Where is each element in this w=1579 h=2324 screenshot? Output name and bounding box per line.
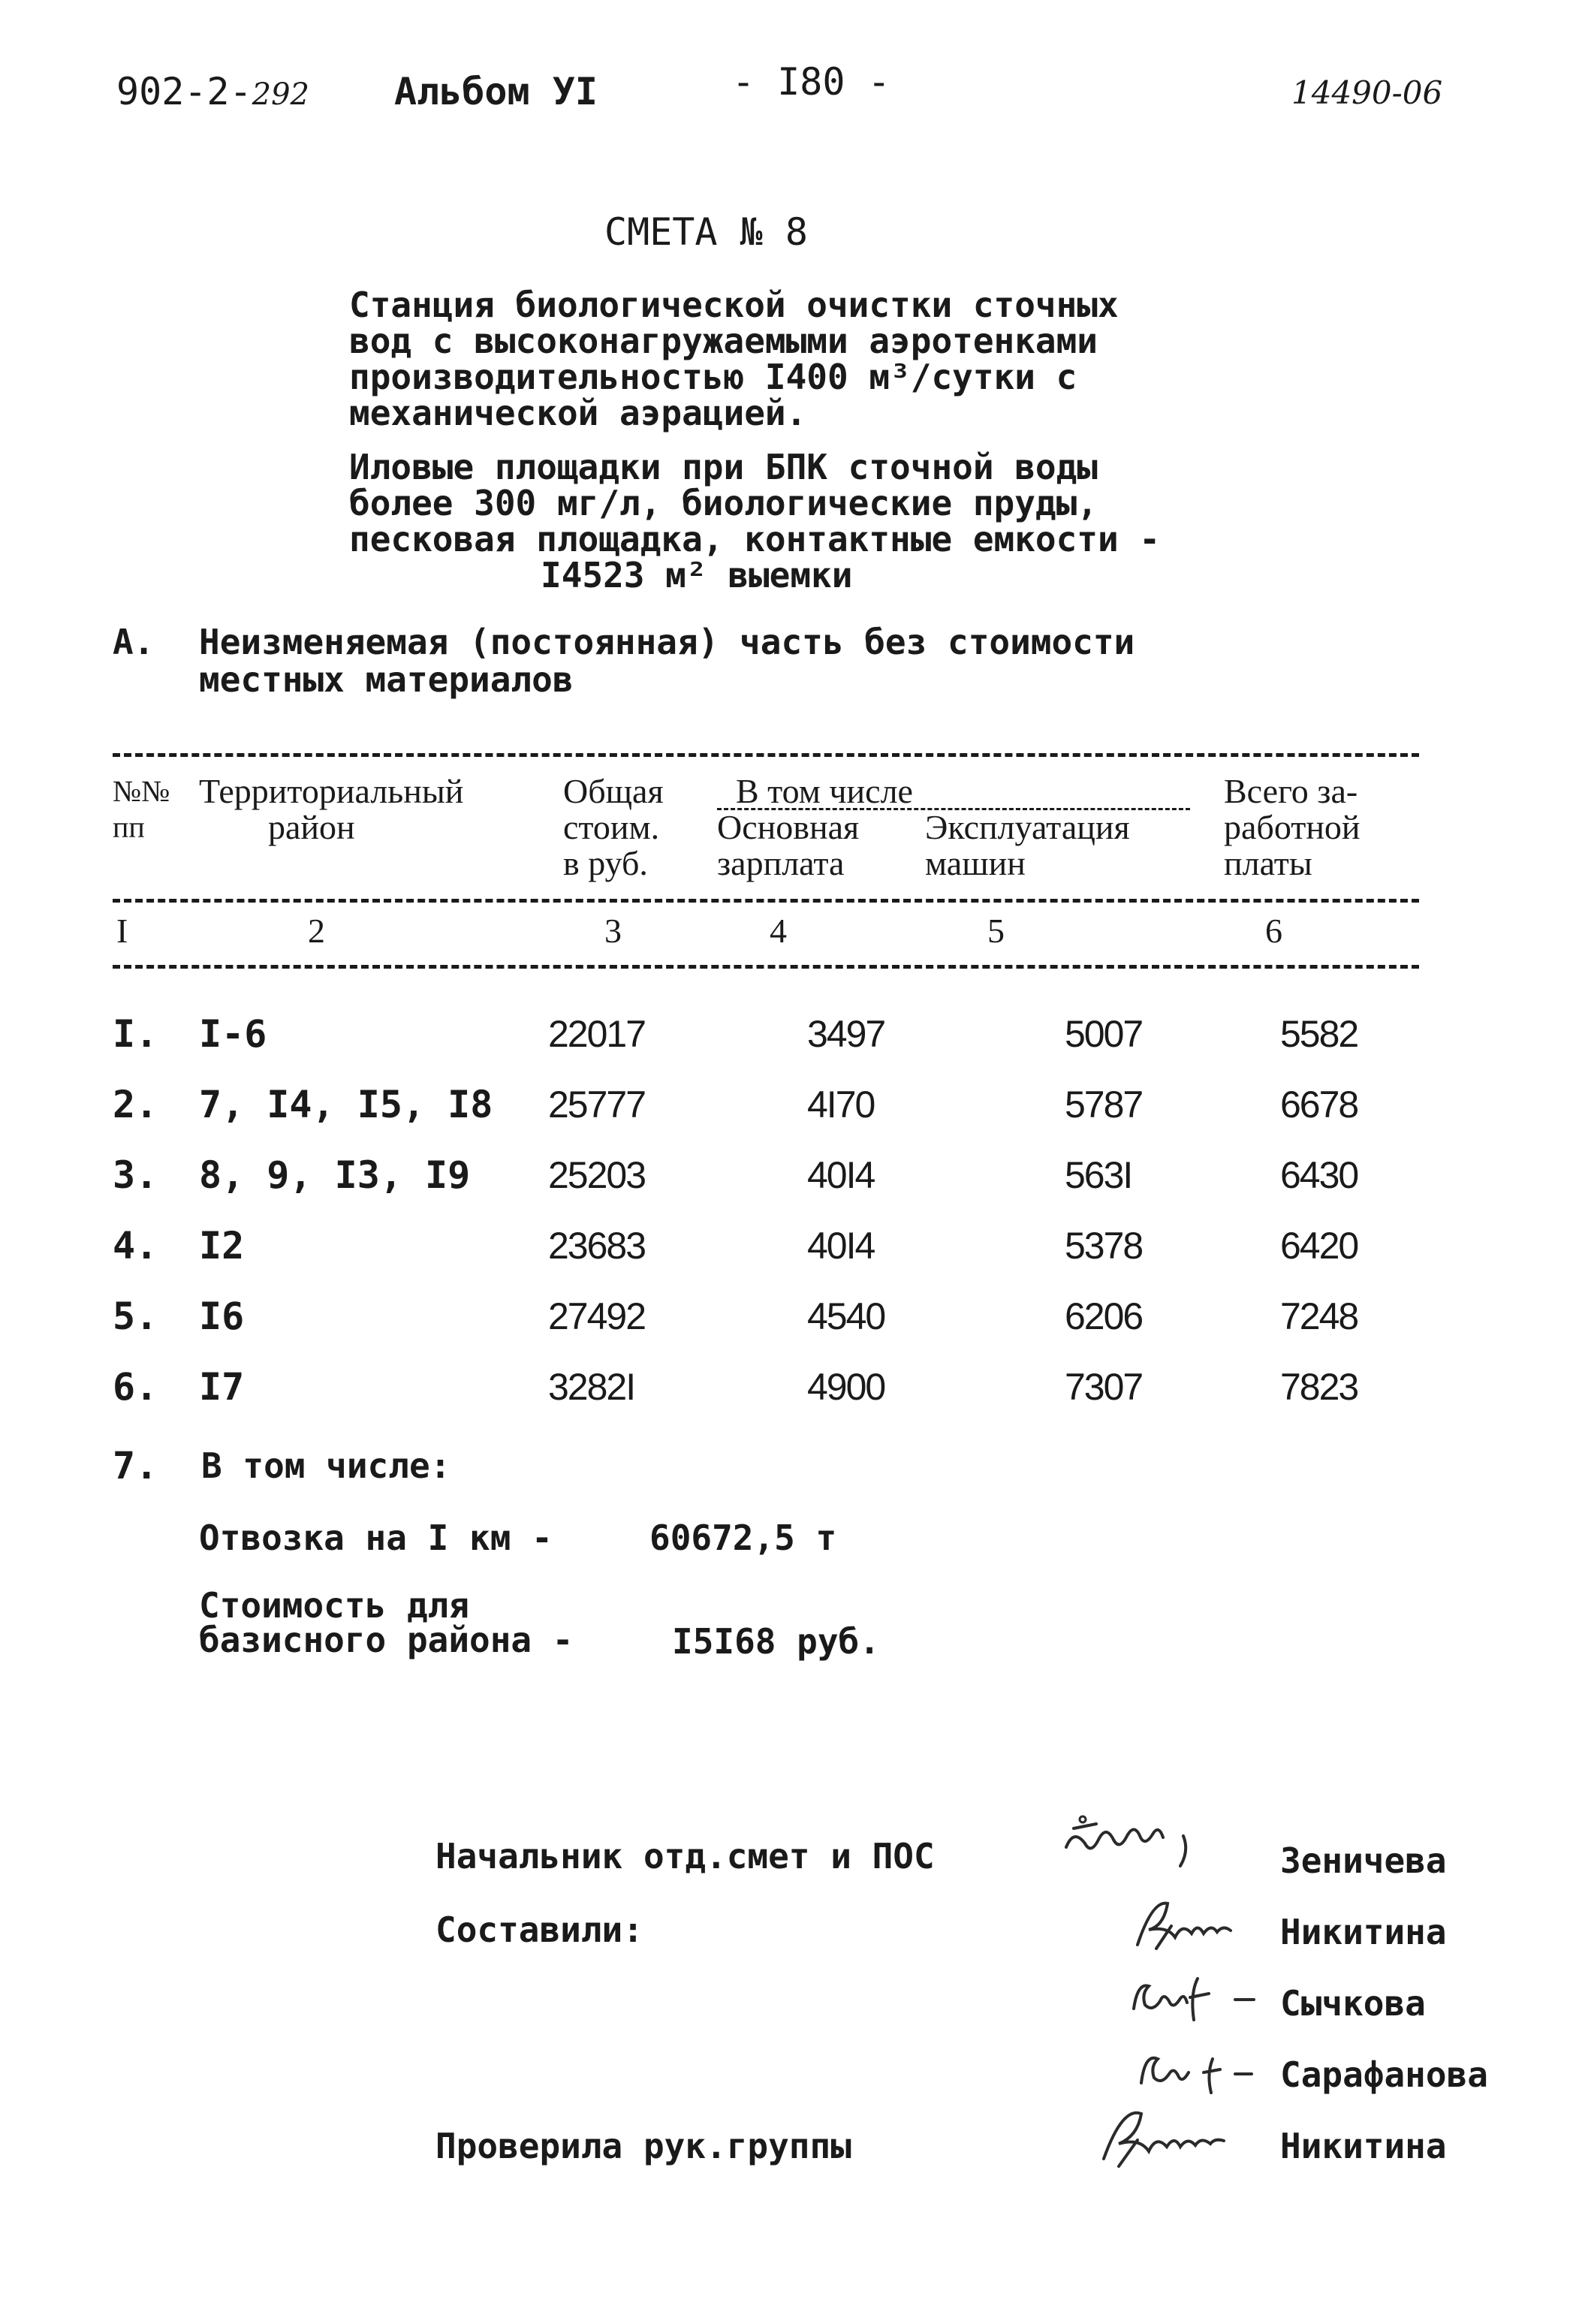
estimate-title: СМЕТА № 8 (604, 210, 808, 254)
cell-wages: 7823 (1280, 1366, 1358, 1408)
col-header-salary (717, 809, 859, 882)
section-title-line: Неизменяемая (постоянная) часть без стоимости (199, 622, 1135, 662)
cell-salary: 40I4 (807, 1225, 875, 1267)
cell-wages: 5582 (1280, 1013, 1358, 1055)
cell-salary: 4900 (807, 1366, 885, 1408)
cell-total: 25203 (548, 1154, 646, 1196)
cell-row-number: 6. (113, 1365, 158, 1409)
base-cost-value: I5I68 руб. (672, 1621, 880, 1662)
col-number-2: 2 (308, 912, 325, 950)
col-number-6: 6 (1265, 912, 1282, 950)
col-header-wages-line: платы (1224, 844, 1312, 882)
col-header-total-line: в руб. (563, 844, 648, 882)
cell-wages: 7248 (1280, 1295, 1358, 1337)
col-number-5: 5 (987, 912, 1005, 950)
cell-row-number: 3. (113, 1153, 158, 1197)
cell-salary: 40I4 (807, 1154, 875, 1196)
subdescription-line: Иловые площадки при БПК сточной воды (349, 447, 1098, 487)
haul-value: 60672,5 т (649, 1518, 837, 1558)
cell-region: I6 (199, 1295, 245, 1338)
description-line: механической аэрацией. (349, 393, 807, 433)
album-label: Альбом УI (394, 70, 598, 113)
cell-machines: 5378 (1065, 1225, 1143, 1267)
section-title (199, 623, 1135, 698)
table-rule-mid (113, 899, 1419, 903)
signature-compiler-1-icon (1126, 1892, 1276, 1960)
col-header-region-line: район (268, 808, 355, 846)
col-header-total (563, 773, 664, 882)
column-wages (1280, 999, 1358, 1422)
col-header-salary-line: зарплата (717, 844, 845, 882)
cell-row-number: I. (113, 1012, 158, 1056)
cell-total: 23683 (548, 1225, 646, 1267)
cell-region: 8, 9, I3, I9 (199, 1153, 471, 1197)
description-line: производительностью I400 м³/сутки с (349, 357, 1077, 397)
section-marker: А. (113, 622, 155, 662)
signature-compiler-3-icon (1130, 2036, 1280, 2104)
column-machines (1065, 999, 1142, 1422)
column-total (548, 999, 645, 1422)
signature-compiler-2-icon (1122, 1964, 1273, 2031)
description-line: вод с высоконагружаемыми аэротенками (349, 321, 1098, 361)
col-number-1: I (116, 912, 128, 950)
col-header-number-line: №№ (113, 774, 170, 808)
cell-row-number: 4. (113, 1224, 158, 1267)
cell-row-number: 2. (113, 1083, 158, 1126)
cell-machines: 563I (1065, 1154, 1132, 1196)
col-header-wages-line: Всего за- (1224, 772, 1358, 810)
cell-row-number: 5. (113, 1295, 158, 1338)
signature-head-icon (1051, 1806, 1216, 1881)
head-label: Начальник отд.смет и ПОС (435, 1836, 935, 1876)
item-7-number: 7. (113, 1444, 158, 1488)
item-7-label: В том числе: (201, 1445, 451, 1486)
col-header-number-line: пп (113, 810, 145, 844)
cell-salary: 4I70 (807, 1084, 875, 1126)
subdescription (349, 449, 1160, 593)
base-cost-label-line: Стоимость для (199, 1585, 470, 1626)
col-header-wages (1224, 773, 1361, 882)
subdescription-line: более 300 мг/л, биологические пруды, (349, 483, 1098, 523)
cell-region: I-6 (199, 1012, 267, 1056)
col-header-wages-line: работной (1224, 808, 1361, 846)
cell-wages: 6420 (1280, 1225, 1358, 1267)
signer-name: Зеничева (1280, 1840, 1447, 1881)
cell-machines: 5007 (1065, 1013, 1143, 1055)
cell-salary: 3497 (807, 1013, 885, 1055)
subdescription-line: I4523 м² выемки (541, 555, 853, 595)
col-number-4: 4 (770, 912, 787, 950)
cell-total: 22017 (548, 1013, 646, 1055)
col-number-3: 3 (604, 912, 622, 950)
compiled-label: Составили: (435, 1910, 643, 1950)
document-code-printed: 902-2- (116, 70, 252, 113)
cell-region: I7 (199, 1365, 245, 1409)
col-header-machines-line: машин (925, 844, 1026, 882)
col-header-region (199, 773, 463, 846)
column-salary (807, 999, 884, 1422)
col-header-machines-line: Эксплуатация (925, 808, 1130, 846)
signature-checker-icon (1089, 2102, 1276, 2178)
cell-region: I2 (199, 1224, 245, 1267)
cell-wages: 6430 (1280, 1154, 1358, 1196)
col-header-machines (925, 809, 1130, 882)
subdescription-line: песковая площадка, контактные емкости - (349, 519, 1161, 559)
cell-total: 27492 (548, 1295, 646, 1337)
document-code (116, 71, 309, 115)
table-rule-top (113, 753, 1419, 757)
cell-machines: 6206 (1065, 1295, 1143, 1337)
section-title-line: местных материалов (199, 659, 574, 700)
col-header-region-line: Территориальный (199, 772, 464, 810)
col-header-number (113, 773, 170, 846)
col-header-total-line: Общая (563, 772, 664, 810)
col-header-salary-line: Основная (717, 808, 860, 846)
signer-name: Никитина (1280, 2126, 1447, 2166)
document-code-handwritten: 292 (252, 77, 309, 112)
signer-name: Никитина (1280, 1912, 1447, 1952)
base-cost-label (199, 1585, 574, 1660)
signer-name: Сычкова (1280, 1983, 1426, 2024)
inventory-number: 14490-06 (1291, 74, 1443, 111)
description (349, 287, 1119, 431)
table-rule-bottom (113, 965, 1419, 969)
column-region (199, 999, 493, 1422)
cell-wages: 6678 (1280, 1084, 1358, 1126)
base-cost-label-line: базисного района - (199, 1620, 574, 1660)
signer-name: Сарафанова (1280, 2054, 1488, 2095)
description-line: Станция биологической очистки сточных (349, 285, 1119, 325)
cell-salary: 4540 (807, 1295, 885, 1337)
cell-region: 7, I4, I5, I8 (199, 1083, 493, 1126)
col-header-total-line: стоим. (563, 808, 660, 846)
checked-label: Проверила рук.группы (435, 2126, 851, 2166)
col-header-group: В том числе (736, 772, 913, 810)
cell-machines: 7307 (1065, 1366, 1143, 1408)
haul-label: Отвозка на I км - (199, 1518, 553, 1558)
cell-machines: 5787 (1065, 1084, 1143, 1126)
page-number: - I80 - (732, 60, 890, 104)
cell-total: 3282I (548, 1366, 635, 1408)
cell-total: 25777 (548, 1084, 646, 1126)
column-row-number (113, 999, 158, 1422)
